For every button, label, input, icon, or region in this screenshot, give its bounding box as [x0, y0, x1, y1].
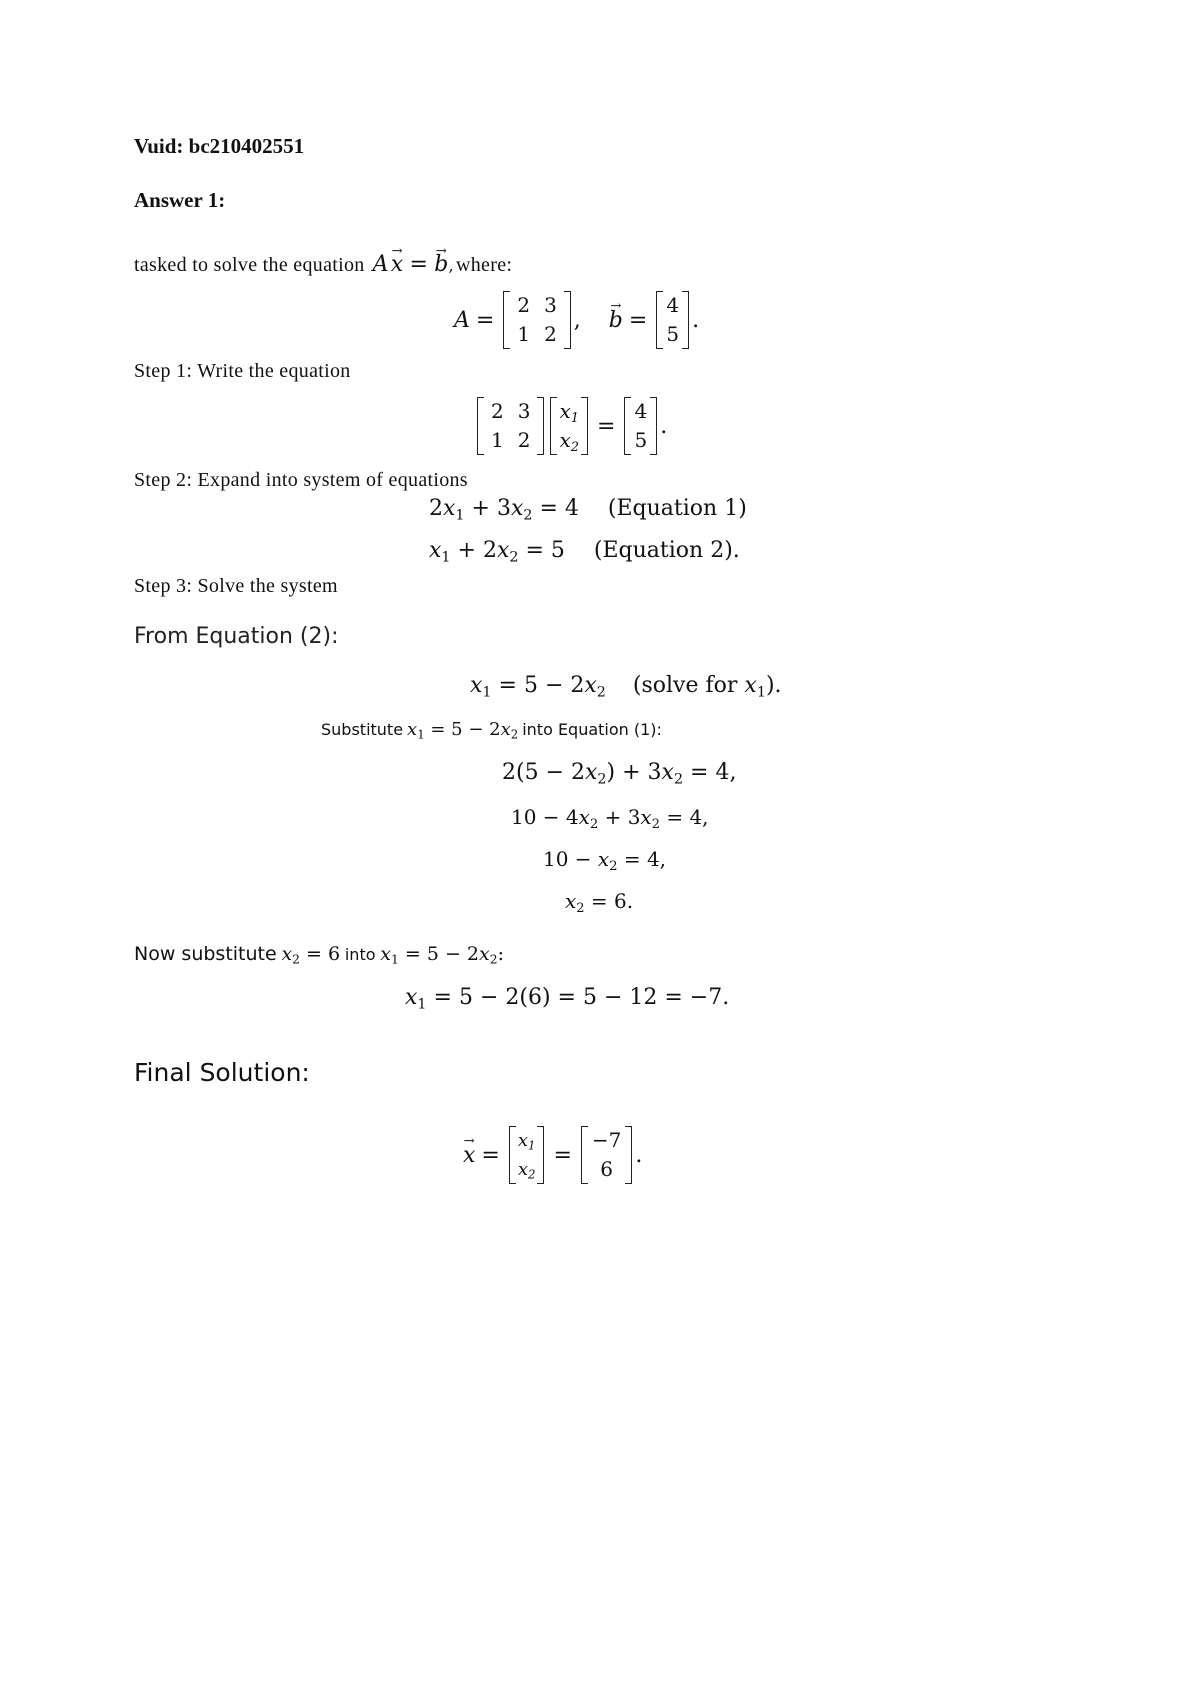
step3-label: Step 3: Solve the system: [134, 575, 338, 597]
vector-b: [624, 397, 657, 455]
final-solution-vector: → x = $x_1$ $x_2$ = −7 6 .: [463, 1126, 642, 1184]
A-cell: 2: [517, 428, 531, 452]
solve-line-3: $10 - x_2 = 4$,: [543, 847, 667, 874]
A-cell: 3: [517, 399, 531, 423]
matrix-definitions: A = 2 3 1 2 , → b = 4 5 .: [454, 291, 699, 349]
x-cell: $x_2$: [517, 1159, 536, 1182]
vector-b: [656, 291, 689, 349]
step2-label: Step 2: Expand into system of equations: [134, 469, 468, 491]
solution-cell: −7: [591, 1128, 622, 1152]
substitute-line: Substitute $x_1 = 5 - 2x_2$ into Equation (1):: [321, 719, 662, 742]
now-substitute-line: Now substitute $x_2 = 6$ into $x_1 = 5 - 2x_2$:: [134, 943, 505, 967]
intro-where: where:: [456, 254, 513, 276]
into-label: into: [344, 945, 376, 964]
solve-line-1: $2(5 - 2x_2) + 3x_2 = 4$,: [502, 760, 737, 788]
x-cell: $x_2$: [559, 428, 580, 455]
x1-expression: $x_1 = 5 - 2x_2$ (solve for $x_1$).: [470, 673, 782, 701]
x-cell: $x_1$: [517, 1130, 536, 1153]
equation-1-tag: (Equation 1): [607, 496, 747, 521]
intro-comma: ,: [448, 256, 455, 275]
intro-b-vector: → b: [434, 252, 448, 277]
equation-1: $2x_1 + 3x_2 = 4$ (Equation 1): [429, 496, 747, 524]
intro-text: tasked to solve the equation: [134, 254, 365, 276]
matrix-equation: 2 3 1 2 $x_1$ $x_2$ = 4 5 .: [474, 397, 667, 455]
intro-x-vector: → x: [391, 252, 404, 277]
answer-heading: Answer 1:: [134, 188, 226, 212]
intro-equals: =: [409, 252, 429, 277]
vuid-label: Vuid: bc210402551: [134, 134, 305, 158]
b-cell: 5: [666, 322, 680, 346]
A-cell: 2: [544, 322, 557, 346]
from-equation-2: From Equation (2):: [134, 624, 339, 649]
solve-line-2: $10 - 4x_2 + 3x_2 = 4$,: [511, 805, 709, 832]
final-solution-heading: Final Solution:: [134, 1058, 310, 1087]
vector-x: [550, 397, 588, 455]
substitute-suffix: into Equation (1):: [522, 720, 662, 739]
solution-vector: [581, 1126, 632, 1184]
equation-2-tag: (Equation 2).: [593, 538, 740, 563]
matrix-A: [503, 291, 570, 349]
x1-result: $x_1 = 5 - 2(6) = 5 - 12 = -7$.: [405, 985, 730, 1013]
A-label: A: [454, 307, 470, 333]
b-cell: 4: [666, 293, 680, 317]
now-substitute-label: Now substitute: [134, 943, 277, 965]
b-cell: 5: [634, 428, 648, 452]
A-cell: 1: [491, 428, 504, 452]
A-cell: 1: [517, 322, 531, 346]
matrix-A: [477, 397, 544, 455]
x-cell: $x_1$: [559, 399, 580, 426]
equation-2: $x_1 + 2x_2 = 5$ (Equation 2).: [429, 538, 740, 566]
intro-A: A: [372, 252, 389, 277]
b-label: → b: [609, 308, 623, 333]
A-cell: 3: [544, 293, 557, 317]
step1-label: Step 1: Write the equation: [134, 360, 351, 382]
vector-x: [509, 1126, 545, 1184]
solve-for-label: (solve for: [632, 673, 738, 698]
intro-line: [134, 252, 512, 277]
A-cell: 2: [517, 293, 531, 317]
substitute-prefix: Substitute: [321, 720, 404, 739]
solution-cell: 6: [600, 1157, 613, 1181]
b-cell: 4: [634, 399, 648, 423]
solve-line-4: $x_2 = 6$.: [565, 889, 634, 916]
A-cell: 2: [491, 399, 504, 423]
